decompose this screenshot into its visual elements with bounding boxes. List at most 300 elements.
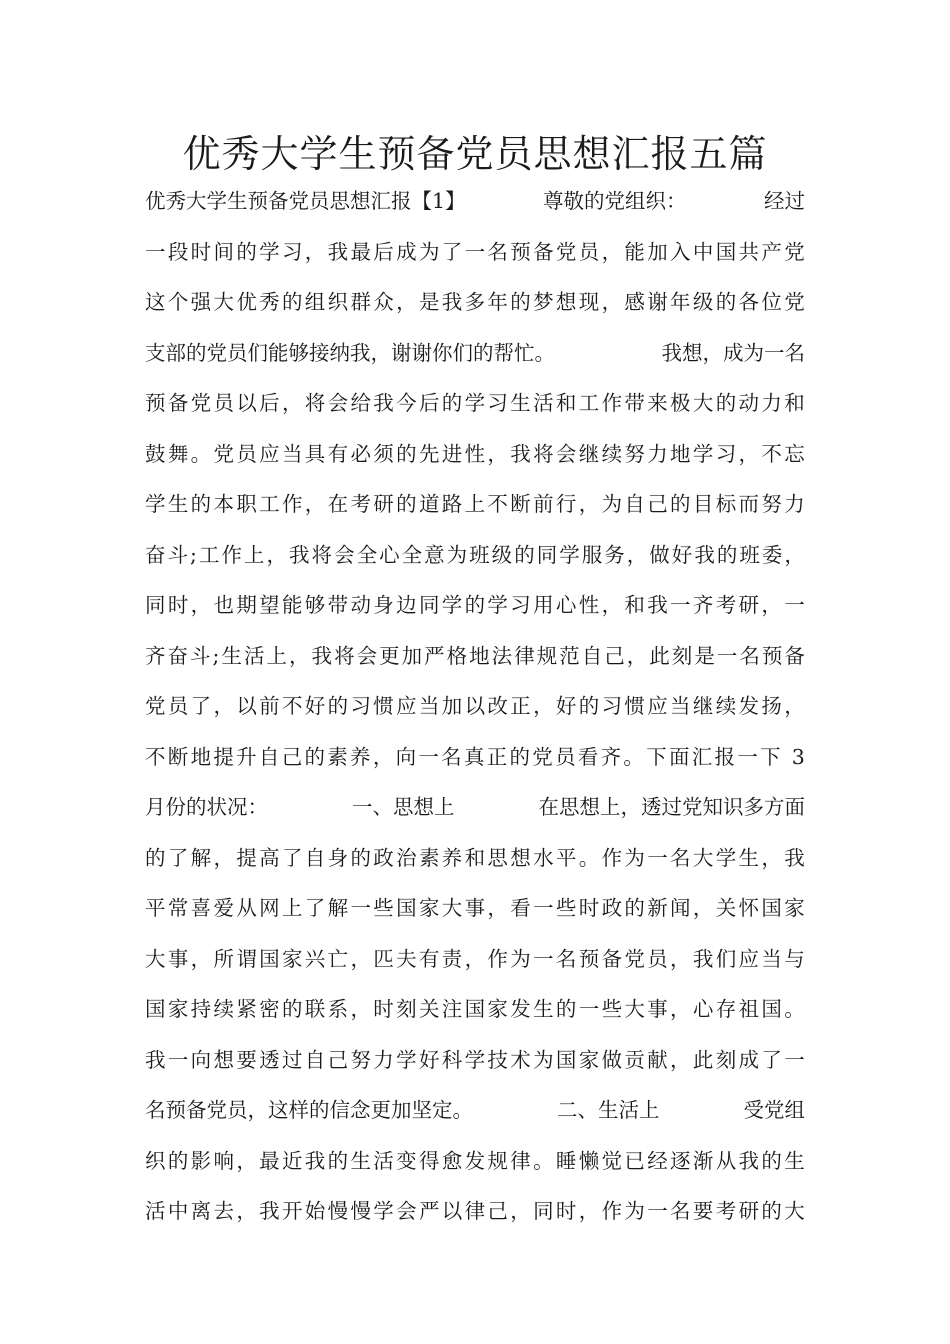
body-char: 格 — [446, 643, 468, 668]
body-char: 解 — [327, 896, 349, 920]
body-char: 后 — [373, 239, 394, 264]
body-char: 产 — [761, 239, 782, 264]
body-char: 大 — [784, 1199, 805, 1223]
body-char: 齐 — [692, 593, 714, 617]
body-char: 力 — [647, 441, 668, 466]
body-char: 奋 — [167, 643, 189, 668]
body-char: 的 — [281, 290, 303, 314]
body-char: 一 — [647, 845, 668, 870]
body-char: 生 — [167, 492, 189, 516]
body-line — [145, 1186, 805, 1237]
body-char: 齐 — [145, 643, 166, 668]
body-char: 国 — [715, 239, 737, 264]
body-char: 加 — [647, 239, 668, 264]
body-char: 员 — [213, 391, 234, 415]
body-char: 与 — [784, 946, 805, 971]
body-char: 道 — [418, 492, 440, 516]
body-text-segment — [145, 934, 805, 985]
body-char: 会 — [334, 542, 355, 567]
body-char: 3 — [791, 744, 805, 769]
body-char: 极 — [670, 391, 691, 415]
body-char: 具 — [304, 441, 326, 466]
body-char: 高 — [259, 845, 280, 870]
body-char: 进 — [441, 441, 463, 466]
body-line — [145, 378, 805, 429]
body-char: 一 — [647, 1199, 668, 1223]
body-char: ， — [601, 290, 623, 314]
body-char: ， — [626, 542, 648, 567]
body-char: 此 — [692, 1047, 714, 1072]
body-char: 做 — [601, 1047, 623, 1072]
body-char: ， — [236, 1199, 257, 1223]
body-char: 续 — [213, 997, 234, 1021]
document-body — [145, 176, 805, 1237]
body-char: 好 — [304, 694, 326, 718]
body-char: ， — [190, 593, 212, 617]
body-char: 注 — [441, 997, 463, 1021]
body-char: 解 — [190, 845, 212, 870]
body-char: 愈 — [441, 1148, 463, 1173]
body-char: 所 — [213, 946, 234, 971]
body-char: 国 — [464, 997, 486, 1021]
body-char: 习 — [510, 593, 531, 617]
body-char: 从 — [236, 896, 257, 920]
body-char: 已 — [624, 1148, 645, 1173]
body-char: 己 — [604, 643, 625, 668]
body-char: 预 — [578, 946, 600, 971]
body-char: 斗 — [167, 542, 189, 567]
body-char: 同 — [418, 593, 440, 617]
body-char: 从 — [715, 1148, 737, 1173]
body-char: 的 — [509, 744, 530, 769]
body-char: ， — [601, 239, 623, 264]
body-char: 同 — [536, 542, 558, 567]
body-text-segment — [145, 984, 805, 1035]
body-char: 一 — [784, 1047, 805, 1072]
body-char: 家 — [281, 946, 303, 971]
body-char: 夫 — [396, 946, 417, 971]
body-char: 离 — [190, 1199, 212, 1223]
body-char: ， — [578, 1199, 600, 1223]
body-char: 作 — [601, 845, 623, 870]
body-char: ， — [213, 694, 234, 718]
body-line — [145, 782, 805, 833]
body-char: 祖 — [738, 997, 760, 1021]
body-char: 关 — [715, 896, 737, 920]
body-char: 为 — [418, 239, 440, 264]
body-text-segment — [145, 277, 805, 328]
body-char: ， — [692, 896, 714, 920]
body-char: 考 — [715, 1199, 737, 1223]
body-char: 为 — [510, 946, 531, 971]
body-char: 水 — [533, 845, 554, 870]
body-char: 贡 — [624, 1047, 645, 1072]
body-char: 备 — [533, 239, 554, 264]
body-char: 更 — [379, 643, 400, 668]
body-char: 优 — [236, 290, 257, 314]
body-char: 一 — [350, 896, 371, 920]
body-char: 望 — [259, 593, 280, 617]
body-char: 一 — [670, 593, 691, 617]
body-char: 的 — [145, 845, 166, 870]
body-char: ， — [372, 744, 394, 769]
body-char: 惯 — [624, 694, 645, 718]
body-char: 的 — [761, 1148, 782, 1173]
body-char: 不 — [761, 441, 782, 466]
body-char: 在 — [327, 492, 349, 516]
body-char: 学 — [464, 391, 486, 415]
body-char: 不 — [281, 694, 303, 718]
body-char: 考 — [715, 593, 737, 617]
body-line — [145, 227, 805, 278]
body-char: 我 — [373, 391, 394, 415]
body-char: 政 — [373, 845, 394, 870]
body-char: 想 — [555, 290, 577, 314]
body-char: 群 — [350, 290, 371, 314]
body-char: 将 — [533, 441, 554, 466]
body-char: ， — [464, 946, 486, 971]
body-text-segment: 优秀大学生预备党员思想汇报【1】 — [145, 189, 466, 213]
body-char: 一 — [716, 643, 738, 668]
body-char: 地 — [670, 441, 691, 466]
body-char: 继 — [578, 441, 600, 466]
body-char: 上 — [464, 492, 486, 516]
body-char: 严 — [418, 1199, 440, 1223]
body-char: 我 — [304, 1148, 326, 1173]
body-char: 学 — [441, 593, 463, 617]
body-char: 。 — [578, 845, 600, 870]
body-char: 国 — [761, 896, 782, 920]
body-char: 预 — [145, 391, 166, 415]
body-char: 得 — [418, 1148, 440, 1173]
body-char: 一 — [578, 997, 600, 1021]
body-char: 成 — [396, 239, 417, 264]
body-char: 术 — [510, 1047, 531, 1072]
body-char: 为 — [624, 1199, 645, 1223]
body-text-segment: 月份的状况： — [145, 795, 268, 819]
body-char: 时 — [373, 997, 394, 1021]
body-char: 加 — [401, 643, 423, 668]
body-char: 时 — [190, 239, 212, 264]
body-char: 应 — [647, 694, 668, 718]
body-char: 的 — [327, 1148, 349, 1173]
body-char: 学 — [373, 1199, 394, 1223]
body-char: 活 — [145, 1199, 166, 1223]
body-char: ， — [510, 1199, 531, 1223]
body-char: 。 — [623, 744, 644, 769]
body-char: 素 — [418, 845, 440, 870]
body-char: 间 — [213, 239, 234, 264]
body-char: 同 — [533, 1199, 554, 1223]
body-char: 务 — [604, 542, 625, 567]
body-char: 名 — [670, 845, 691, 870]
body-char: 后 — [259, 391, 280, 415]
body-char: 的 — [167, 1148, 189, 1173]
body-char: 当 — [418, 694, 440, 718]
body-char: 生 — [510, 391, 531, 415]
body-char: 平 — [555, 845, 577, 870]
body-text-segment: 我想，成为一名 — [661, 340, 805, 365]
body-char: 入 — [670, 239, 691, 264]
body-char: 好 — [555, 694, 577, 718]
body-char: 看 — [510, 896, 531, 920]
body-char: 刻 — [715, 1047, 737, 1072]
body-char: 上 — [281, 896, 303, 920]
body-char: 心 — [555, 593, 577, 617]
body-char: 下 — [760, 744, 781, 769]
body-char: 断 — [510, 492, 531, 516]
body-char: 的 — [441, 391, 463, 415]
body-char: 下 — [646, 744, 667, 769]
body-char: 力 — [761, 391, 782, 415]
body-char: 我 — [311, 643, 333, 668]
body-char — [783, 732, 790, 783]
body-char: 我 — [510, 441, 531, 466]
body-char: 目 — [692, 492, 714, 516]
body-char: 兴 — [304, 946, 326, 971]
body-char: 最 — [350, 239, 371, 264]
body-char: 密 — [259, 997, 280, 1021]
body-char: 常 — [167, 896, 189, 920]
body-char: 性 — [578, 593, 600, 617]
body-char: 性 — [464, 441, 486, 466]
body-char: 我 — [289, 542, 310, 567]
body-line — [145, 934, 805, 985]
body-char: 学 — [464, 1047, 486, 1072]
body-char: ， — [487, 896, 508, 920]
body-char: 闻 — [670, 896, 691, 920]
body-text-segment: 名预备党员，这样的信念更加坚定。 — [145, 1098, 473, 1122]
body-char: 有 — [418, 946, 440, 971]
body-char: 和 — [624, 593, 645, 617]
body-char: 大 — [145, 946, 166, 971]
body-char: 大 — [692, 391, 714, 415]
body-char: 思 — [487, 845, 508, 870]
body-char: ; — [190, 542, 197, 567]
body-char: 会 — [555, 441, 577, 466]
body-char: 行 — [555, 492, 577, 516]
body-char: 要 — [236, 1047, 257, 1072]
body-char: 时 — [167, 593, 189, 617]
body-char: 研 — [738, 1199, 760, 1223]
body-char: 中 — [692, 239, 714, 264]
body-char: 班 — [739, 542, 760, 567]
body-char: 大 — [624, 997, 645, 1021]
body-char: 匹 — [373, 946, 394, 971]
body-char: 能 — [281, 593, 303, 617]
body-char: 的 — [304, 744, 325, 769]
body-char: 一 — [464, 239, 486, 264]
body-char: 的 — [761, 1199, 782, 1223]
body-text-segment — [145, 833, 805, 884]
body-text-segment — [145, 580, 805, 631]
body-char: 带 — [327, 593, 349, 617]
body-char: 改 — [487, 694, 508, 718]
body-line — [145, 429, 805, 480]
body-char: 断 — [167, 744, 189, 769]
body-text-segment — [145, 883, 805, 934]
body-char: 素 — [327, 744, 348, 769]
body-char: 此 — [649, 643, 670, 668]
body-char: 给 — [350, 391, 371, 415]
body-char: 献 — [647, 1047, 668, 1072]
body-char: 来 — [647, 391, 668, 415]
body-char: 以 — [441, 1199, 463, 1223]
body-char: 律 — [514, 643, 535, 668]
body-char: 己 — [281, 744, 303, 769]
body-char: 备 — [601, 946, 623, 971]
body-char: 。 — [533, 1148, 554, 1173]
body-char: 国 — [145, 997, 166, 1021]
body-char: 为 — [624, 845, 645, 870]
body-char: 向 — [395, 744, 417, 769]
body-char: 不 — [487, 492, 508, 516]
body-char: 生 — [350, 1148, 371, 1173]
body-text-segment: 经过 — [763, 189, 805, 213]
body-char: 习 — [601, 694, 623, 718]
body-char: 己 — [647, 492, 668, 516]
body-char: ， — [761, 593, 782, 617]
body-char: 影 — [190, 1148, 212, 1173]
body-char: 班 — [469, 542, 490, 567]
body-char: 路 — [441, 492, 463, 516]
body-char: 了 — [441, 239, 463, 264]
body-char: 自 — [258, 744, 280, 769]
body-char: 备 — [784, 643, 805, 668]
body-char: 的 — [514, 542, 535, 567]
body-char: 新 — [647, 896, 668, 920]
body-char: 须 — [373, 441, 394, 466]
body-char: 全 — [401, 542, 423, 567]
body-char: 和 — [784, 391, 805, 415]
body-char: 睡 — [555, 1148, 577, 1173]
body-char: 大 — [213, 290, 234, 314]
body-char: 和 — [464, 845, 486, 870]
body-char: ， — [601, 593, 623, 617]
body-text-segment — [145, 530, 805, 581]
body-char: 责 — [441, 946, 463, 971]
body-char: 觉 — [601, 1148, 623, 1173]
body-char: 一 — [418, 744, 439, 769]
body-char: 的 — [578, 694, 600, 718]
body-char: 工 — [578, 391, 600, 415]
body-char: 以 — [236, 694, 257, 718]
body-char: 年 — [670, 290, 691, 314]
body-char: 习 — [350, 694, 371, 718]
body-char: 名 — [487, 239, 508, 264]
body-char: 谓 — [236, 946, 257, 971]
body-char: 了 — [281, 845, 303, 870]
body-char: 科 — [441, 1047, 463, 1072]
body-char: 喜 — [190, 896, 212, 920]
body-char: 慢 — [350, 1199, 371, 1223]
body-char: 会 — [356, 643, 378, 668]
body-line — [145, 479, 805, 530]
body-char: 了 — [761, 1047, 782, 1072]
body-char: 生 — [221, 643, 242, 668]
body-char: 自 — [581, 643, 603, 668]
body-char: 活 — [533, 391, 554, 415]
body-char: 加 — [441, 694, 463, 718]
body-char: 成 — [738, 1047, 760, 1072]
body-char: ， — [213, 845, 234, 870]
body-char: 刻 — [396, 997, 417, 1021]
body-char: 律 — [464, 1199, 486, 1223]
body-char: 时 — [578, 896, 600, 920]
body-char: 扬 — [761, 694, 782, 718]
body-char: 些 — [555, 896, 577, 920]
body-char: ， — [670, 946, 691, 971]
body-char: ， — [533, 694, 554, 718]
body-char: 是 — [418, 290, 440, 314]
body-text-segment — [145, 631, 805, 682]
body-char: 有 — [327, 441, 349, 466]
body-char: 刻 — [671, 643, 693, 668]
body-char: 党 — [784, 239, 805, 264]
body-char: 以 — [464, 694, 486, 718]
body-char: 国 — [555, 1047, 577, 1072]
body-char: 员 — [555, 744, 576, 769]
body-char: 些 — [373, 896, 394, 920]
body-char: 身 — [327, 845, 349, 870]
body-char: 后 — [418, 391, 440, 415]
body-char: 规 — [487, 1148, 508, 1173]
body-char: 位 — [761, 290, 782, 314]
body-text-segment: 一、思想上 — [352, 795, 455, 819]
body-char: 正 — [510, 694, 531, 718]
body-char: 学 — [715, 845, 737, 870]
body-char: 党 — [190, 391, 212, 415]
body-char: 渐 — [692, 1148, 714, 1173]
body-char: 续 — [601, 441, 623, 466]
body-char: 国 — [396, 896, 417, 920]
body-char: ， — [350, 946, 371, 971]
body-char: 应 — [396, 694, 417, 718]
body-char: 一 — [145, 239, 166, 264]
body-char: 了 — [304, 896, 326, 920]
body-char: 自 — [624, 492, 645, 516]
body-char: 治 — [396, 845, 417, 870]
body-char: 想 — [510, 845, 531, 870]
body-char: 党 — [784, 290, 805, 314]
body-char: 齐 — [600, 744, 622, 769]
body-char: 名 — [441, 744, 462, 769]
body-char: ; — [212, 643, 220, 668]
body-char: 些 — [601, 997, 623, 1021]
body-char: 作 — [601, 391, 623, 415]
body-char: 习 — [487, 391, 508, 415]
body-char: 最 — [259, 1148, 280, 1173]
body-char: 的 — [716, 542, 738, 567]
body-char: 备 — [167, 391, 189, 415]
body-char: 大 — [441, 896, 463, 920]
body-char: 个 — [167, 290, 189, 314]
body-char: 的 — [281, 997, 303, 1021]
body-char: 生 — [738, 845, 760, 870]
body-char: 为 — [446, 542, 468, 567]
body-char: 党 — [555, 239, 577, 264]
body-char: 感 — [624, 290, 645, 314]
body-char: 要 — [692, 1199, 714, 1223]
body-char: ， — [350, 997, 371, 1021]
body-char: 存 — [715, 997, 737, 1021]
body-text-segment — [145, 681, 805, 732]
body-char: 事 — [167, 946, 189, 971]
body-char: 党 — [624, 946, 645, 971]
body-char: 也 — [213, 593, 234, 617]
body-char: 同 — [145, 593, 166, 617]
body-char: 的 — [464, 593, 486, 617]
